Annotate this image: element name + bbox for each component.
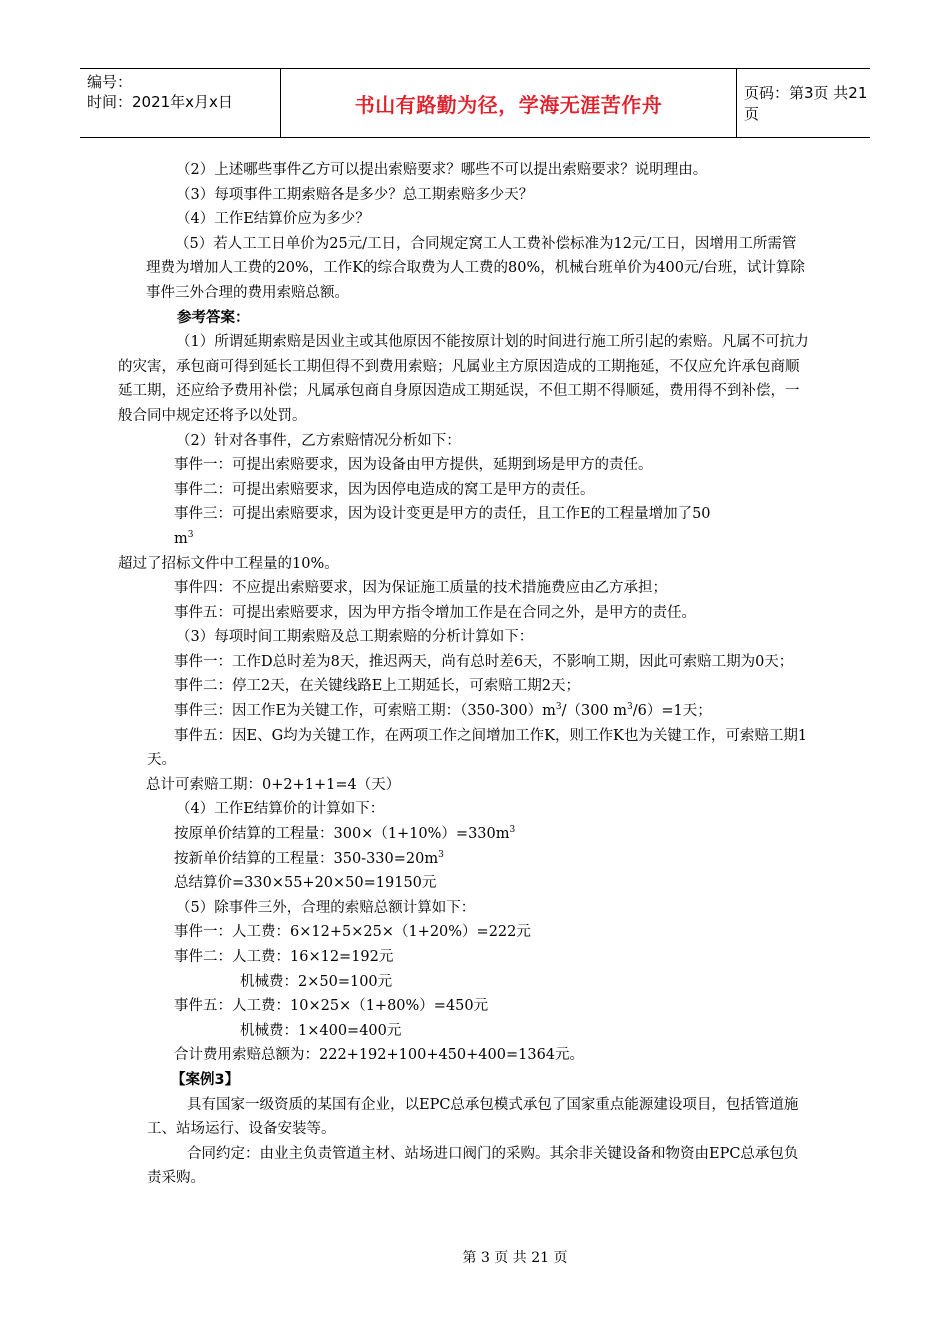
answer-2-event-3: 事件三：可提出索赔要求，因为设计变更是甲方的责任，且工作E的工程量增加了50 <box>174 506 711 523</box>
header-motto: 书山有路勤为径，学海无涯苦作舟 <box>354 92 663 117</box>
unit-text: m <box>174 530 188 547</box>
superscript: 3 <box>438 849 444 860</box>
answer-2-event-2: 事件二：可提出索赔要求，因为因停电造成的窝工是甲方的责任。 <box>174 481 595 498</box>
answer-5-event-5-machine: 机械费：1×400=400元 <box>240 1022 402 1039</box>
answer-heading: 参考答案： <box>177 309 250 326</box>
superscript: 3 <box>509 825 516 836</box>
answer-2-intro: （2）针对各事件，乙方索赔情况分析如下： <box>176 432 461 449</box>
header-motto-cell <box>280 69 737 137</box>
superscript: 3 <box>627 702 633 713</box>
line-text: 按新单价结算的工程量：350-330=20m <box>174 850 439 867</box>
case-heading: 【案例3】 <box>171 1071 240 1088</box>
answer-3-event-5: 事件五：因E、G均为关键工作，在两项工作之间增加工作K，则工作K也为关键工作，可索赔工期1天。 <box>147 727 808 769</box>
header-page-number: 页码：第3页 共21页 <box>744 84 868 123</box>
answer-2-event-3-cont: 超过了招标文件中工程量的10%。 <box>118 555 339 572</box>
question-3: （3）每项事件工期索赔各是多少？总工期索赔多少天？ <box>176 186 534 203</box>
question-2: （2）上述哪些事件乙方可以提出索赔要求？哪些不可以提出索赔要求？说明理由。 <box>176 162 708 178</box>
document-date: 时间：2021年x月x日 <box>87 93 233 111</box>
page-header <box>80 68 870 138</box>
answer-5-event-5-labor: 事件五：人工费：10×25×（1+80%）=450元 <box>174 998 489 1015</box>
answer-3-event-1: 事件一：工作D总时差为8天，推迟两天，尚有总时差6天，不影响工期，因此可索赔工期为0天； <box>174 653 794 670</box>
page-footer: 第 3 页 共 21 页 <box>462 1250 568 1266</box>
header-meta <box>80 69 280 137</box>
answer-3-intro: （3）每项时间工期索赔及总工期索赔的分析计算如下： <box>176 629 534 646</box>
answer-5-event-2-machine: 机械费：2×50=100元 <box>240 973 393 990</box>
answer-5-intro: （5）除事件三外，合理的索赔总额计算如下： <box>176 899 476 916</box>
case-paragraph-2: 合同约定：由业主负责管道主材、站场进口阀门的采购。其余非关键设备和物资由EPC总承包负责采购。 <box>147 1145 799 1187</box>
event-3-text-b: /（300 m <box>561 703 627 720</box>
line-text: 按原单价结算的工程量：300×（1+10%）=330m <box>174 826 510 843</box>
answer-2-event-4: 事件四：不应提出索赔要求，因为保证施工质量的技术措施费应由乙方承担； <box>174 580 667 597</box>
unit-superscript: 3 <box>187 530 194 541</box>
question-5: （5）若人工工日单价为25元/工日，合同规定窝工人工费补偿标准为12元/工日，因增用工所需管理费为增加人工费的20%，工作K的综合取费为人工费的80%，机械台班单价为400元/台班，试计算除事件三外合理的费用索赔总额。 <box>146 235 805 301</box>
event-3-text-c: /6）=1天； <box>632 703 712 720</box>
answer-4-line-3: 总结算价=330×55+20×50=19150元 <box>174 875 437 892</box>
answer-2-event-1: 事件一：可提出索赔要求，因为设备由甲方提供，延期到场是甲方的责任。 <box>174 457 653 474</box>
answer-5-event-2-labor: 事件二：人工费：16×12=192元 <box>174 949 394 965</box>
answer-4-intro: （4）工作E结算价的计算如下： <box>176 801 385 818</box>
answer-2-event-5: 事件五：可提出索赔要求，因为甲方指令增加工作是在合同之外，是甲方的责任。 <box>174 604 696 621</box>
superscript: 3 <box>555 702 562 713</box>
answer-4-line-2 <box>147 847 809 872</box>
question-4: （4）工作E结算价应为多少？ <box>176 211 370 228</box>
answer-5-event-1: 事件一：人工费：6×12+5×25×（1+20%）=222元 <box>174 924 531 941</box>
answer-3-total: 总计可索赔工期：0+2+1+1=4（天） <box>146 776 401 793</box>
answer-1: （1）所谓延期索赔是因业主或其他原因不能按原计划的时间进行施工所引起的索赔。凡属不可抗力的灾害，承包商可得到延长工期但得不到费用索赔；凡属业主方原因造成的工期拖延，不仅应允许承包商顺延工期，还应给予费用补偿；凡属承包商自身原因造成工期延误，不但工期不得顺延，费用得不到补偿，一般合同中规定还将予以处罚。 <box>118 334 809 424</box>
document-body <box>118 158 809 1191</box>
answer-2-event-3-unit <box>147 527 809 552</box>
answer-3-event-2: 事件二：停工2天，在关键线路E上工期延长，可索赔工期2天； <box>174 678 581 695</box>
case-paragraph-1: 具有国家一级资质的某国有企业，以EPC总承包模式承包了国家重点能源建设项目，包括管道施工、站场运行、设备安装等。 <box>147 1096 799 1138</box>
answer-5-total: 合计费用索赔总额为：222+192+100+450+400=1364元。 <box>174 1047 585 1064</box>
document-number-label: 编号： <box>87 73 133 91</box>
event-3-text-a: 事件三：因工作E为关键工作，可索赔工期：（350-300）m <box>174 703 556 720</box>
answer-3-event-3 <box>147 699 809 724</box>
answer-4-line-1 <box>147 822 809 847</box>
